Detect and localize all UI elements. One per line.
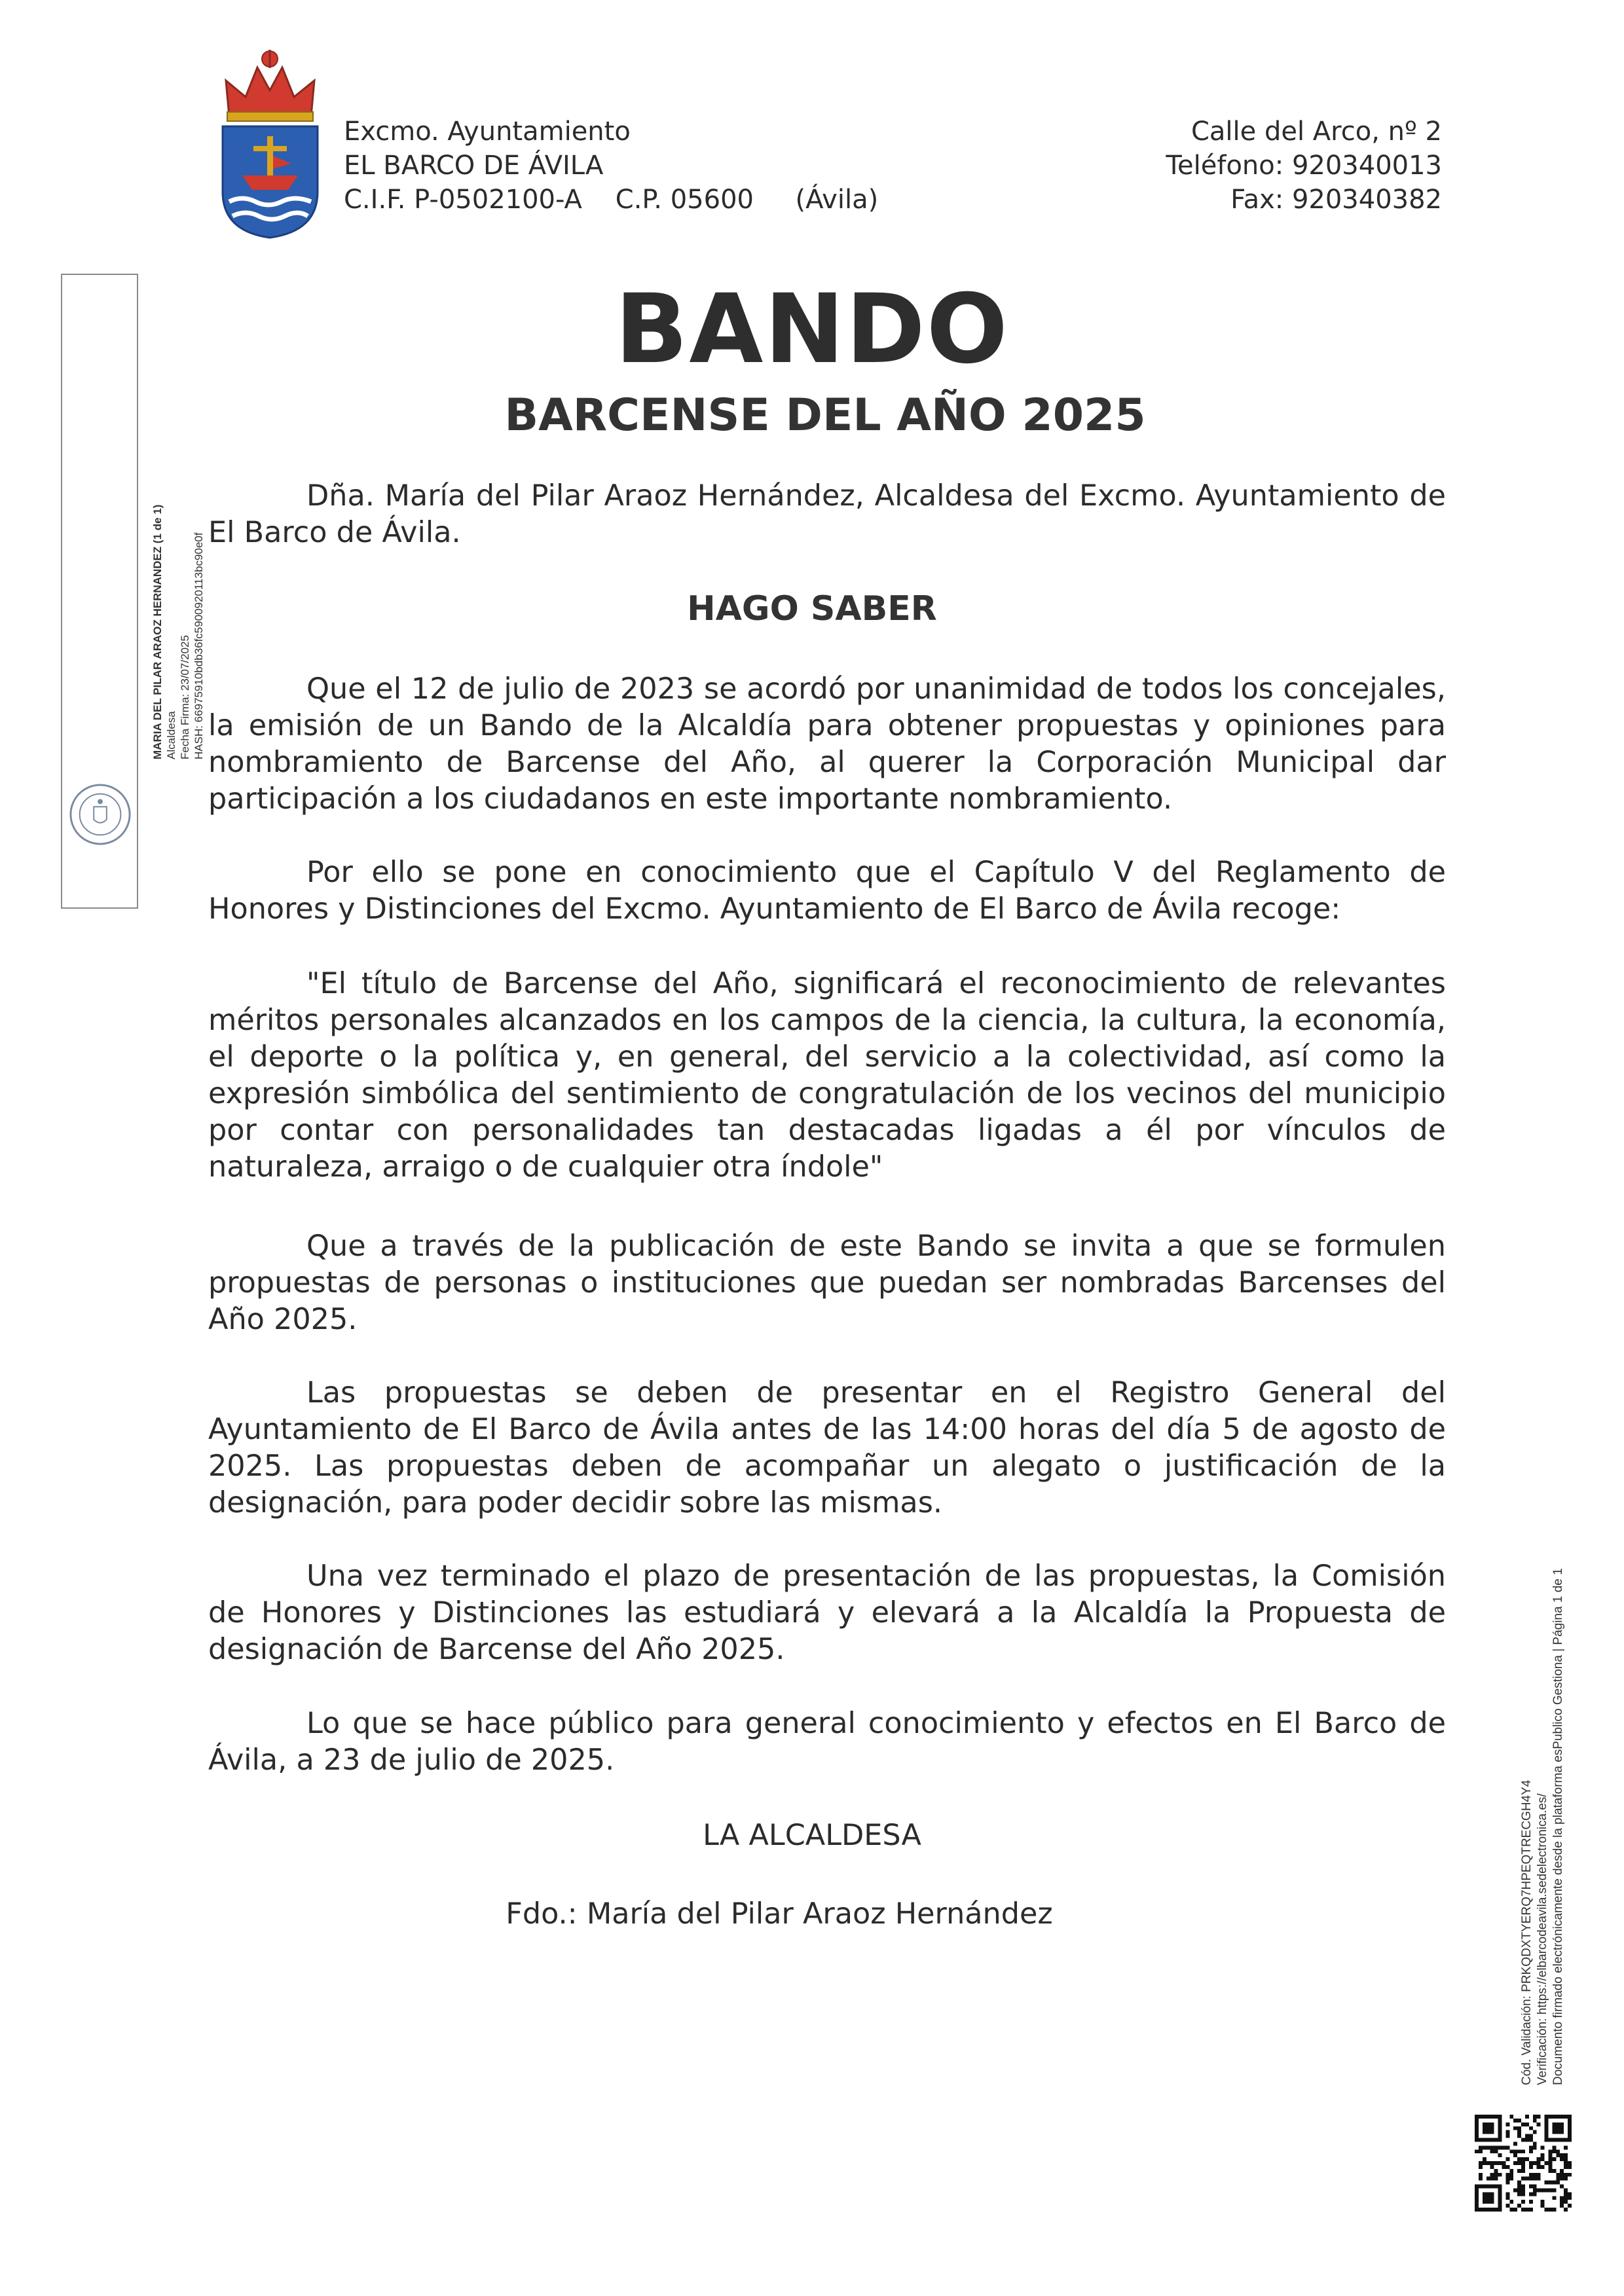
paragraph-text: Que el 12 de julio de 2023 se acordó por unanimidad de todos los concejales, la emisión de un Bando de la Alcaldía para obtener propuestas y opiniones para nombramiento de Barcense del Año, al querer la Corporación Municipal dar participación a los ciudadanos en este importante nombramiento. [208,672,1446,816]
official-seal-icon [68,782,132,847]
header-org-name: Excmo. Ayuntamiento [344,117,631,147]
verification-url[interactable]: Verificación: https://elbarcodeavila.sedelectronica.es/ [1536,1793,1549,2085]
header-address-block [344,115,878,217]
qr-code-icon[interactable] [1475,2115,1572,2212]
paragraph-2 [208,854,1446,928]
coat-of-arms-logo [213,45,327,241]
validation-text [1519,1300,1566,2085]
signature-date: Fecha Firma: 23/07/2025 [179,635,191,759]
e-signature-text [151,432,206,759]
header-cif-cp: C.I.F. P-0502100-A C.P. 05600 (Ávila) [344,185,879,215]
paragraph-text: Que a través de la publicación de este Bando se invita a que se formulen propuestas de personas o instituciones que puedan ser nombradas Barcenses del Año 2025. [208,1230,1446,1336]
paragraph-6 [208,1558,1446,1668]
header-town-name: EL BARCO DE ÁVILA [344,151,604,181]
section-heading: HAGO SABER [687,589,937,629]
header-fax: Fax: 920340382 [1230,185,1442,215]
paragraph-4 [208,1228,1446,1338]
signature-role: LA ALCALDESA [703,1819,921,1852]
signer-name: MARIA DEL PILAR ARAOZ HERNANDEZ (1 de 1) [151,504,164,759]
intro-block [208,478,1446,551]
paragraph-text: "El título de Barcense del Año, significará el reconocimiento de relevantes méritos personales alcanzados en los campos de la ciencia, la cultura, la economía, el deporte o la política y, en general, del servicio a la colectividad, así como la expresión simbólica del sentimiento de congratulación de los vecinos del municipio por contar con personalidades tan destacadas ligadas a él por vínculos de naturaleza, arraigo o de cualquier otra índole" [208,967,1446,1184]
signature-hash: HASH: 66975910bdb36fc5900920113bc90e0f [193,532,205,759]
validation-code: Cód. Validación: PRKQDXTYERQ7HPEQTRECGH4Y4 [1520,1779,1534,2085]
signer-role: Alcaldesa [165,711,177,759]
paragraph-text: Una vez terminado el plazo de presentación de las propuestas, la Comisión de Honores y Distinciones las estudiará y elevará a la Alcaldía la Propuesta de designación de Barcense del Año 2025. [208,1559,1446,1666]
paragraph-text: Por ello se pone en conocimiento que el Capítulo V del Reglamento de Honores y Distinciones del Excmo. Ayuntamiento de El Barco de Ávila recoge: [208,856,1446,926]
paragraph-1 [208,671,1446,818]
paragraph-7 [208,1705,1446,1779]
header-contact-block [1166,115,1442,217]
paragraph-text: Lo que se hace público para general conocimiento y efectos en El Barco de Ávila, a 23 de julio de 2025. [208,1707,1446,1777]
platform-note: Documento firmado electrónicamente desde la plataforma esPublico Gestiona | Página 1 de 1 [1551,1568,1565,2085]
document-subtitle: BARCENSE DEL AÑO 2025 [504,390,1146,441]
signature-name: Fdo.: María del Pilar Araoz Hernández [506,1897,1053,1931]
paragraph-3-quote [208,966,1446,1186]
header-street: Calle del Arco, nº 2 [1190,117,1442,147]
paragraph-5 [208,1375,1446,1522]
header-phone: Teléfono: 920340013 [1166,151,1442,181]
paragraph-text: Las propuestas se deben de presentar en el Registro General del Ayuntamiento de El Barco de Ávila antes de las 14:00 horas del día 5 de agosto de 2025. Las propuestas deben de acompañar un alegato o justificación de la designación, para poder decidir sobre las mismas. [208,1376,1446,1520]
intro-paragraph: Dña. María del Pilar Araoz Hernández, Alcaldesa del Excmo. Ayuntamiento de El Barco de Ávila. [208,479,1446,549]
document-title: BANDO [615,274,1009,385]
